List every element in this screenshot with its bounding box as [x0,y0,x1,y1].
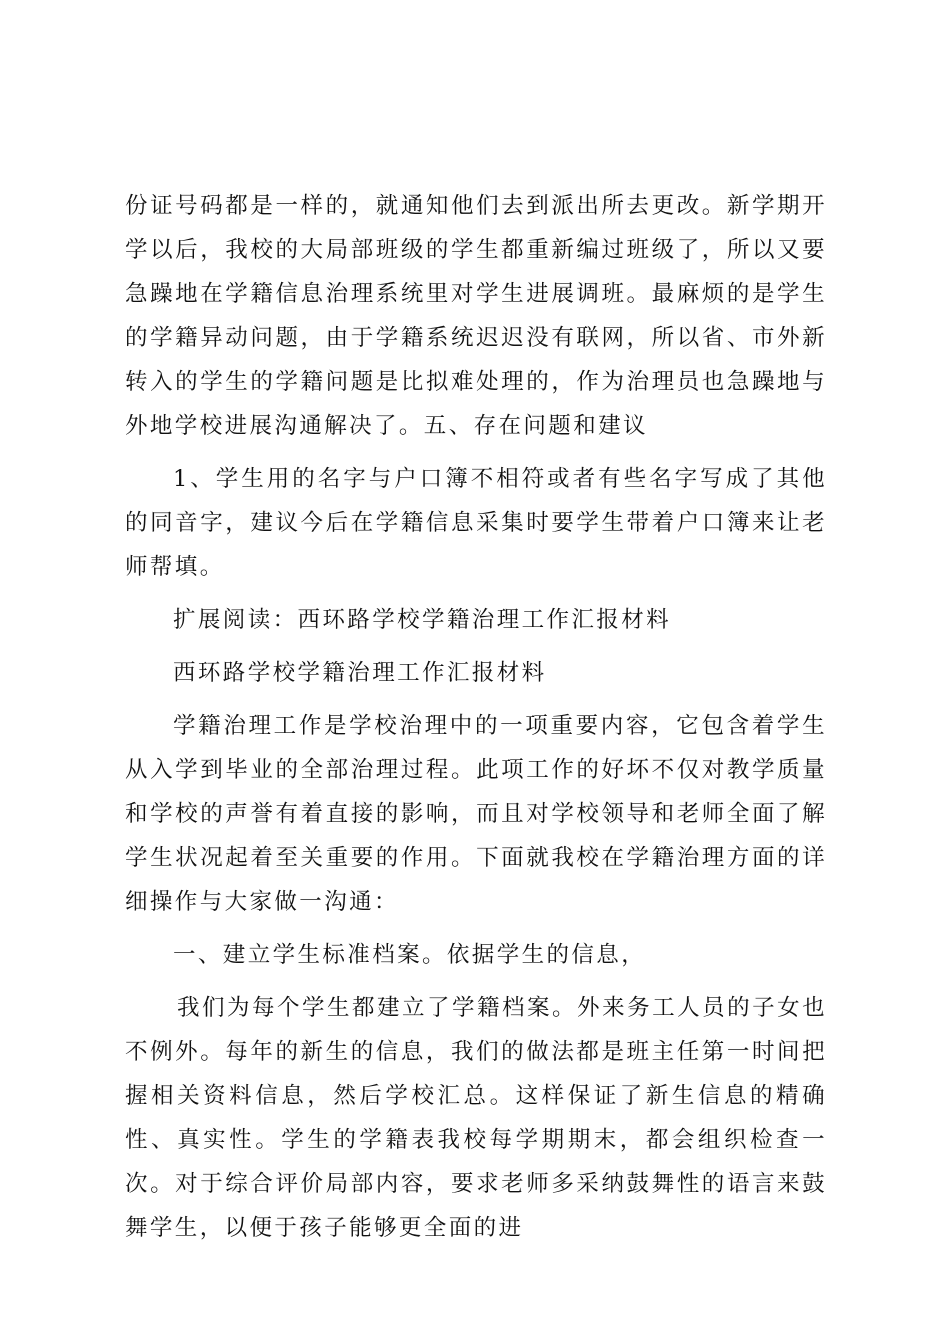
paragraph-intro: 学籍治理工作是学校治理中的一项重要内容，它包含着学生从入学到毕业的全部治理过程。此项工作的好坏不仅对教学质量和学校的声誉有着直接的影响，而且对学校领导和老师全面了解学生状况起着至关重要的作用。下面就我校在学籍治理方面的详细操作与大家做一沟通： [125,713,827,915]
paragraph-suggestion-1: 1、学生用的名字与户口簿不相符或者有些名字写成了其他的同音字，建议今后在学籍信息采集时要学生带着户口簿来让老师帮填。 [125,466,827,580]
paragraph-report-title: 西环路学校学籍治理工作汇报材料 [173,660,547,686]
paragraph-extended-reading: 扩展阅读：西环路学校学籍治理工作汇报材料 [173,607,672,633]
paragraph-section-1-body: 我们为每个学生都建立了学籍档案。外来务工人员的子女也不例外。每年的新生的信息，我们的做法都是班主任第一时间把握相关资料信息，然后学校汇总。这样保证了新生信息的精确性、真实性。学生的学籍表我校每学期期末，都会组织检查一次。对于综合评价局部内容，要求老师多采纳鼓舞性的语言来鼓舞学生，以便于孩子能够更全面的进 [125,995,827,1241]
document-body [125,184,827,1250]
paragraph-section-1-heading: 一、建立学生标准档案。依据学生的信息， [173,942,647,968]
paragraph-continued: 份证号码都是一样的，就通知他们去到派出所去更改。新学期开学以后，我校的大局部班级的学生都重新编过班级了，所以又要急躁地在学籍信息治理系统里对学生进展调班。最麻烦的是学生的学籍异动问题，由于学籍系统迟迟没有联网，所以省、市外新转入的学生的学籍问题是比拟难处理的，作为治理员也急躁地与外地学校进展沟通解决了。五、存在问题和建议 [125,193,827,439]
